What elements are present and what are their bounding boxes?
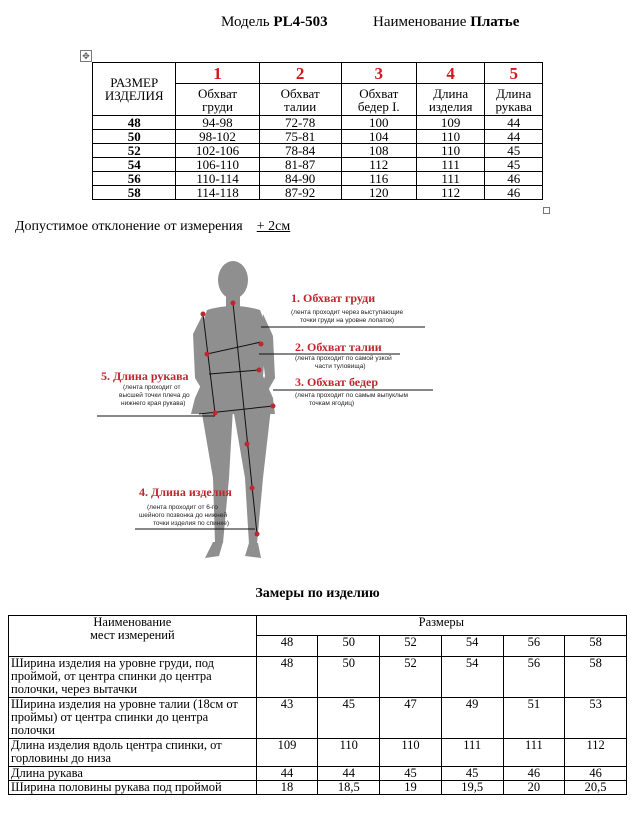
length-label-desc: (лента проходит от 6-го <box>147 504 218 511</box>
param-cell: Длина рукава <box>9 767 257 781</box>
table-row <box>9 767 627 781</box>
chest-label-desc: точки груди на уровне лопаток) <box>300 317 395 324</box>
table-cell: 58 <box>565 657 627 698</box>
table-row <box>9 739 627 767</box>
table-cell: 45 <box>380 767 442 781</box>
table-cell: 18,5 <box>318 781 380 795</box>
table-cell: 72-78 <box>259 116 341 130</box>
table-cell: 84-90 <box>259 172 341 186</box>
name-line <box>373 14 519 31</box>
model-value: PL4-503 <box>273 14 328 30</box>
column-header: Обхват бедер I. <box>341 84 416 116</box>
table-cell: 110 <box>416 144 484 158</box>
column-number: 4 <box>416 63 484 84</box>
table-cell: 44 <box>485 130 543 144</box>
param-cell: Ширина половины рукава под проймой <box>9 781 257 795</box>
table-cell: 46 <box>485 172 543 186</box>
param-cell: Длина изделия вдоль центра спинки, от горловины до низа <box>9 739 257 767</box>
table-cell: 81-87 <box>259 158 341 172</box>
table-cell: 45 <box>485 144 543 158</box>
table-cell: 20,5 <box>565 781 627 795</box>
table-cell: 98-102 <box>176 130 259 144</box>
table-cell: 44 <box>256 767 318 781</box>
hip-label-title: 3. Обхват бедер <box>295 375 379 389</box>
table-cell: 45 <box>318 698 380 739</box>
size-cell: 58 <box>93 186 176 200</box>
table-cell: 43 <box>256 698 318 739</box>
column-header: Длина рукава <box>485 84 543 116</box>
table-cell: 111 <box>416 158 484 172</box>
table-cell: 54 <box>441 657 503 698</box>
waist-label-desc: части туловища) <box>315 363 366 370</box>
table-cell: 50 <box>318 657 380 698</box>
table-cell: 110 <box>318 739 380 767</box>
table-row <box>93 116 543 130</box>
tolerance-note <box>15 219 290 235</box>
length-label-desc: точки изделия по спинке) <box>153 520 230 527</box>
table-cell: 46 <box>565 767 627 781</box>
table-cell: 78-84 <box>259 144 341 158</box>
size-column-header: 48 <box>256 636 318 657</box>
column-header: Длина изделия <box>416 84 484 116</box>
length-label-desc: шейного позвонка до нижней <box>139 512 227 519</box>
param-header: Наименование мест измерений <box>9 616 257 657</box>
sleeve-label-title: 5. Длина рукава <box>101 369 189 383</box>
table-cell: 108 <box>341 144 416 158</box>
table-resize-handle[interactable] <box>543 207 550 214</box>
column-number: 1 <box>176 63 259 84</box>
table-cell: 109 <box>416 116 484 130</box>
column-header: Обхват груди <box>176 84 259 116</box>
size-column-header: 52 <box>380 636 442 657</box>
table-cell: 19,5 <box>441 781 503 795</box>
table-cell: 46 <box>503 767 565 781</box>
size-cell: 56 <box>93 172 176 186</box>
table-cell: 47 <box>380 698 442 739</box>
sleeve-label-desc: высшей точки плеча до <box>119 392 190 399</box>
param-cell: Ширина изделия на уровне груди, под проймой, от центра спинки до центра полочки, через вытачки <box>9 657 257 698</box>
table-cell: 110 <box>416 130 484 144</box>
tolerance-text: Допустимое отклонение от измерения <box>15 219 243 234</box>
table-row <box>9 781 627 795</box>
waist-label-title: 2. Обхват талии <box>295 340 382 354</box>
table-cell: 112 <box>341 158 416 172</box>
table-row <box>93 144 543 158</box>
table-cell: 51 <box>503 698 565 739</box>
hip-label-desc: точкам ягодиц) <box>309 400 355 407</box>
size-column-header: 54 <box>441 636 503 657</box>
table-cell: 19 <box>380 781 442 795</box>
tolerance-value: + 2см <box>256 219 291 234</box>
table-row <box>93 186 543 200</box>
table-row <box>93 130 543 144</box>
table-cell: 45 <box>441 767 503 781</box>
table-cell: 94-98 <box>176 116 259 130</box>
table-row <box>9 657 627 698</box>
size-column-header: 58 <box>565 636 627 657</box>
table-cell: 48 <box>256 657 318 698</box>
table-cell: 112 <box>416 186 484 200</box>
size-column-header: 50 <box>318 636 380 657</box>
table-cell: 52 <box>380 657 442 698</box>
size-cell: 48 <box>93 116 176 130</box>
table-cell: 104 <box>341 130 416 144</box>
table-cell: 112 <box>565 739 627 767</box>
table-move-handle-icon[interactable]: ✥ <box>80 50 92 62</box>
table-cell: 109 <box>256 739 318 767</box>
table-cell: 49 <box>441 698 503 739</box>
table-cell: 111 <box>441 739 503 767</box>
measure-table <box>8 615 627 795</box>
chest-label-title: 1. Обхват груди <box>291 291 376 305</box>
table-cell: 44 <box>485 116 543 130</box>
table-cell: 53 <box>565 698 627 739</box>
table-cell: 56 <box>503 657 565 698</box>
model-label: Модель <box>221 14 270 30</box>
name-label: Наименование <box>373 14 467 30</box>
column-number: 2 <box>259 63 341 84</box>
table-cell: 116 <box>341 172 416 186</box>
size-table <box>92 62 543 200</box>
size-column-header: 56 <box>503 636 565 657</box>
table-cell: 111 <box>416 172 484 186</box>
table-cell: 46 <box>485 186 543 200</box>
table-row <box>93 172 543 186</box>
table-cell: 44 <box>318 767 380 781</box>
hip-label-desc: (лента проходит по самым выпуклым <box>295 392 408 399</box>
table-cell: 18 <box>256 781 318 795</box>
sizes-header: Размеры <box>256 616 626 636</box>
name-value: Платье <box>470 14 520 30</box>
table-row <box>9 698 627 739</box>
size-header-cell <box>93 63 176 116</box>
table-cell: 102-106 <box>176 144 259 158</box>
column-header: Обхват талии <box>259 84 341 116</box>
model-line <box>221 14 328 31</box>
table-cell: 106-110 <box>176 158 259 172</box>
table-cell: 20 <box>503 781 565 795</box>
table-row <box>93 158 543 172</box>
size-header-line: РАЗМЕР <box>110 75 159 90</box>
chest-label-desc: (лента проходит через выступающие <box>291 309 404 316</box>
table-cell: 120 <box>341 186 416 200</box>
measurement-figure <box>95 258 440 570</box>
length-label-title: 4. Длина изделия <box>139 485 232 499</box>
table-cell: 45 <box>485 158 543 172</box>
measure-table-title: Замеры по изделию <box>255 586 380 601</box>
table-cell: 110-114 <box>176 172 259 186</box>
sleeve-label-desc: нижнего края рукава) <box>121 400 186 407</box>
table-cell: 111 <box>503 739 565 767</box>
column-number: 3 <box>341 63 416 84</box>
table-cell: 75-81 <box>259 130 341 144</box>
table-cell: 114-118 <box>176 186 259 200</box>
sleeve-label-desc: (лента проходит от <box>123 384 181 391</box>
size-cell: 50 <box>93 130 176 144</box>
param-cell: Ширина изделия на уровне талии (18см от проймы) от центра спинки до центра полочки <box>9 698 257 739</box>
table-cell: 100 <box>341 116 416 130</box>
table-cell: 110 <box>380 739 442 767</box>
table-cell: 87-92 <box>259 186 341 200</box>
waist-label-desc: (лента проходит по самой узкой <box>295 355 392 362</box>
size-cell: 52 <box>93 144 176 158</box>
size-cell: 54 <box>93 158 176 172</box>
size-header-line: ИЗДЕЛИЯ <box>104 88 164 103</box>
column-number: 5 <box>485 63 543 84</box>
